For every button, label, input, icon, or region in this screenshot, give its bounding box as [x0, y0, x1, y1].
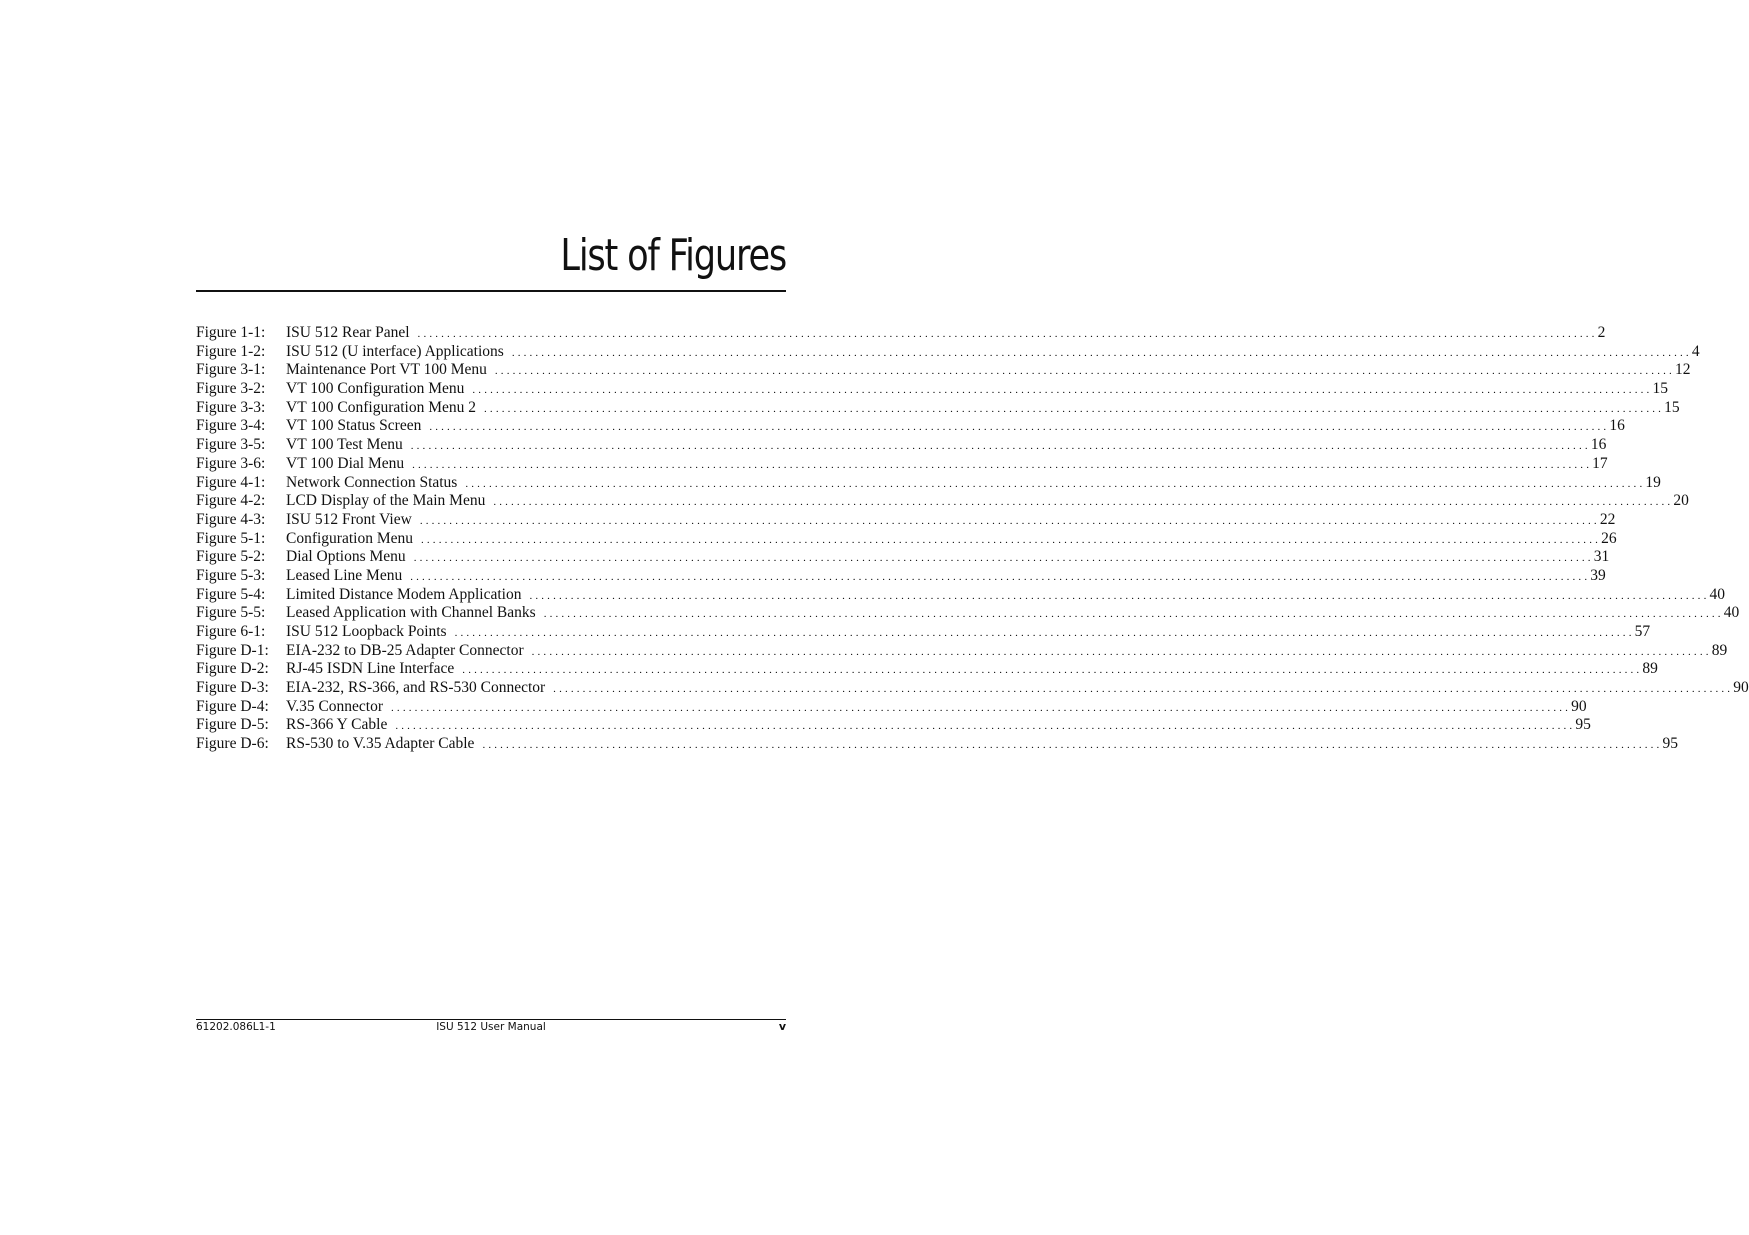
figure-entry: [286, 585, 1726, 606]
dot-leader: . . . . . . . . . . . . . . . . . . . . . . . . . . . . . . . . . . . . . . . . . . . . . . . . . . . . . . . . . . . . . . . . . . . . . . . . . . . . . . . . . . . . . . . . . . . . . . . . . . . . . . . . . . . . . . . . . . . . . . . . . . . . . . . . . . . . . . . . . . . . . . . . . . . . . . . . . . . . . . . . . . . . . . . . . . . . . . . . . . . . . . . . . . . . . . . . . . . . . . . .: [511, 346, 1689, 359]
figure-number: Figure 3-1:: [196, 361, 266, 379]
figure-number: Figure 5-1:: [196, 529, 266, 547]
figure-number: Figure D-4:: [196, 697, 269, 715]
figure-list-item[interactable]: [196, 324, 1606, 343]
figure-entry: [286, 697, 1587, 718]
figure-title: Leased Line Menu: [286, 566, 403, 584]
dot-leader: . . . . . . . . . . . . . . . . . . . . . . . . . . . . . . . . . . . . . . . . . . . . . . . . . . . . . . . . . . . . . . . . . . . . . . . . . . . . . . . . . . . . . . . . . . . . . . . . . . . . . . . . . . . . . . . . . . . . . . . . . . . . . . . . . . . . . . . . . . . . . . . . . . . . . . . . . . . . . . . . . . . . . . . . . . . . . . . . . . . . . . . . . . . . . . . . . . . . . . . .: [421, 533, 1599, 546]
figure-page-number: 17: [1592, 454, 1608, 472]
dot-leader: . . . . . . . . . . . . . . . . . . . . . . . . . . . . . . . . . . . . . . . . . . . . . . . . . . . . . . . . . . . . . . . . . . . . . . . . . . . . . . . . . . . . . . . . . . . . . . . . . . . . . . . . . . . . . . . . . . . . . . . . . . . . . . . . . . . . . . . . . . . . . . . . . . . . . . . . . . . . . . . . . . . . . . . . . . . . . . . . . . . . . . . . . . . . . . . . . . . . . . . .: [531, 645, 1709, 658]
figure-number: Figure 3-2:: [196, 380, 266, 398]
figure-title: RS-530 to V.35 Adapter Cable: [286, 735, 475, 753]
figure-list-item[interactable]: [196, 604, 1740, 623]
figure-title: Maintenance Port VT 100 Menu: [286, 361, 487, 379]
figure-title: ISU 512 Loopback Points: [286, 623, 447, 640]
dot-leader: . . . . . . . . . . . . . . . . . . . . . . . . . . . . . . . . . . . . . . . . . . . . . . . . . . . . . . . . . . . . . . . . . . . . . . . . . . . . . . . . . . . . . . . . . . . . . . . . . . . . . . . . . . . . . . . . . . . . . . . . . . . . . . . . . . . . . . . . . . . . . . . . . . . . . . . . . . . . . . . . . . . . . . . . . . . . . . . . . . . . . . . . . . . . . . . . . . . . . . . .: [472, 384, 1650, 397]
figure-list-item[interactable]: [196, 342, 1700, 362]
figure-entry: [286, 604, 1740, 624]
figure-list-item[interactable]: [196, 735, 1678, 754]
figure-list-item[interactable]: [196, 492, 1689, 511]
dot-leader: . . . . . . . . . . . . . . . . . . . . . . . . . . . . . . . . . . . . . . . . . . . . . . . . . . . . . . . . . . . . . . . . . . . . . . . . . . . . . . . . . . . . . . . . . . . . . . . . . . . . . . . . . . . . . . . . . . . . . . . . . . . . . . . . . . . . . . . . . . . . . . . . . . . . . . . . . . . . . . . . . . . . . . . . . . . . . . . . . . . . . . . . . . . . . . . . . . . . . . . .: [494, 365, 1672, 378]
figure-entry: [286, 380, 1668, 400]
figure-entry: [286, 735, 1678, 755]
figure-title: RS-366 Y Cable: [286, 716, 388, 734]
figure-page-number: 90: [1571, 697, 1587, 715]
figure-number: Figure 6-1:: [196, 623, 266, 640]
figure-list-item[interactable]: [196, 436, 1607, 455]
dot-leader: . . . . . . . . . . . . . . . . . . . . . . . . . . . . . . . . . . . . . . . . . . . . . . . . . . . . . . . . . . . . . . . . . . . . . . . . . . . . . . . . . . . . . . . . . . . . . . . . . . . . . . . . . . . . . . . . . . . . . . . . . . . . . . . . . . . . . . . . . . . . . . . . . . . . . . . . . . . . . . . . . . . . . . . . . . . . . . . . . . . . . . . . . . . . . . . . . . . . . . . .: [454, 627, 1632, 639]
figure-entry: [286, 679, 1749, 699]
figure-list-item[interactable]: [196, 417, 1625, 436]
figure-entry: [286, 454, 1608, 475]
figure-title: EIA-232, RS-366, and RS-530 Connector: [286, 679, 546, 697]
figure-entry: [286, 716, 1591, 736]
figure-page-number: 26: [1601, 529, 1617, 547]
figure-entry: [286, 548, 1610, 568]
title-divider: [196, 290, 786, 292]
dot-leader: . . . . . . . . . . . . . . . . . . . . . . . . . . . . . . . . . . . . . . . . . . . . . . . . . . . . . . . . . . . . . . . . . . . . . . . . . . . . . . . . . . . . . . . . . . . . . . . . . . . . . . . . . . . . . . . . . . . . . . . . . . . . . . . . . . . . . . . . . . . . . . . . . . . . . . . . . . . . . . . . . . . . . . . . . . . . . . . . . . . . . . . . . . . . . . . . . . . . . . . .: [529, 589, 1707, 602]
figure-list-item[interactable]: [196, 660, 1658, 679]
figure-number: Figure D-1:: [196, 641, 269, 659]
figure-list-item[interactable]: [196, 697, 1587, 717]
figure-title: RJ-45 ISDN Line Interface: [286, 660, 455, 678]
figure-page-number: 12: [1674, 361, 1691, 379]
figure-page-number: 15: [1652, 380, 1668, 398]
figure-title: VT 100 Status Screen: [286, 417, 422, 435]
figure-number: Figure D-5:: [196, 716, 269, 734]
figure-entry: [286, 660, 1658, 680]
figure-title: VT 100 Configuration Menu 2: [286, 398, 477, 416]
figure-title: ISU 512 Front View: [286, 510, 412, 528]
figure-list-item[interactable]: [196, 510, 1616, 530]
figure-page-number: 57: [1634, 623, 1651, 640]
figure-entry: [286, 324, 1606, 344]
figure-list-item[interactable]: [196, 623, 1651, 642]
dot-leader: . . . . . . . . . . . . . . . . . . . . . . . . . . . . . . . . . . . . . . . . . . . . . . . . . . . . . . . . . . . . . . . . . . . . . . . . . . . . . . . . . . . . . . . . . . . . . . . . . . . . . . . . . . . . . . . . . . . . . . . . . . . . . . . . . . . . . . . . . . . . . . . . . . . . . . . . . . . . . . . . . . . . . . . . . . . . . . . . . . . . . . . . . . . . . . . . . . . . . . . .: [465, 477, 1643, 490]
dot-leader: . . . . . . . . . . . . . . . . . . . . . . . . . . . . . . . . . . . . . . . . . . . . . . . . . . . . . . . . . . . . . . . . . . . . . . . . . . . . . . . . . . . . . . . . . . . . . . . . . . . . . . . . . . . . . . . . . . . . . . . . . . . . . . . . . . . . . . . . . . . . . . . . . . . . . . . . . . . . . . . . . . . . . . . . . . . . . . . . . . . . . . . . . . . . . . . . . . . . . . . .: [419, 514, 1597, 527]
figure-list-item[interactable]: [196, 548, 1610, 567]
figure-page-number: 89: [1711, 641, 1728, 659]
figure-page-number: 40: [1723, 604, 1740, 622]
figure-page-number: 16: [1590, 436, 1607, 454]
figure-title: Configuration Menu: [286, 529, 413, 547]
figure-number: Figure D-2:: [196, 660, 269, 678]
dot-leader: . . . . . . . . . . . . . . . . . . . . . . . . . . . . . . . . . . . . . . . . . . . . . . . . . . . . . . . . . . . . . . . . . . . . . . . . . . . . . . . . . . . . . . . . . . . . . . . . . . . . . . . . . . . . . . . . . . . . . . . . . . . . . . . . . . . . . . . . . . . . . . . . . . . . . . . . . . . . . . . . . . . . . . . . . . . . . . . . . . . . . . . . . . . . . . . . . . . . . . . .: [413, 552, 1591, 565]
dot-leader: . . . . . . . . . . . . . . . . . . . . . . . . . . . . . . . . . . . . . . . . . . . . . . . . . . . . . . . . . . . . . . . . . . . . . . . . . . . . . . . . . . . . . . . . . . . . . . . . . . . . . . . . . . . . . . . . . . . . . . . . . . . . . . . . . . . . . . . . . . . . . . . . . . . . . . . . . . . . . . . . . . . . . . . . . . . . . . . . . . . . . . . . . . . . . . . . . . . . . . . .: [429, 421, 1607, 434]
figure-title: Network Connection Status: [286, 473, 458, 491]
figure-number: Figure 5-4:: [196, 585, 266, 603]
figure-title: VT 100 Test Menu: [286, 436, 403, 454]
figure-list-item[interactable]: [196, 641, 1728, 661]
figure-entry: [286, 342, 1700, 363]
dot-leader: . . . . . . . . . . . . . . . . . . . . . . . . . . . . . . . . . . . . . . . . . . . . . . . . . . . . . . . . . . . . . . . . . . . . . . . . . . . . . . . . . . . . . . . . . . . . . . . . . . . . . . . . . . . . . . . . . . . . . . . . . . . . . . . . . . . . . . . . . . . . . . . . . . . . . . . . . . . . . . . . . . . . . . . . . . . . . . . . . . . . . . . . . . . . . . . . . . . . . . . .: [493, 496, 1671, 509]
figure-entry: [286, 417, 1625, 437]
figure-entry: [286, 566, 1606, 587]
figure-list-item[interactable]: [196, 716, 1591, 735]
footer-manual-title: ISU 512 User Manual: [436, 1021, 546, 1033]
figure-entry: [286, 398, 1680, 419]
figure-number: Figure 3-6:: [196, 454, 266, 472]
figure-list-item[interactable]: [196, 679, 1749, 698]
figure-page-number: 22: [1599, 510, 1616, 528]
figure-title: ISU 512 (U interface) Applications: [286, 342, 504, 360]
figure-title: V.35 Connector: [286, 697, 384, 715]
page-title: List of Figures: [560, 230, 786, 281]
figure-page-number: 2: [1597, 324, 1606, 341]
figure-entry: [286, 510, 1616, 531]
figure-title: ISU 512 Rear Panel: [286, 324, 410, 341]
figure-number: Figure D-3:: [196, 679, 269, 697]
figure-list-item[interactable]: [196, 398, 1680, 418]
dot-leader: . . . . . . . . . . . . . . . . . . . . . . . . . . . . . . . . . . . . . . . . . . . . . . . . . . . . . . . . . . . . . . . . . . . . . . . . . . . . . . . . . . . . . . . . . . . . . . . . . . . . . . . . . . . . . . . . . . . . . . . . . . . . . . . . . . . . . . . . . . . . . . . . . . . . . . . . . . . . . . . . . . . . . . . . . . . . . . . . . . . . . . . . . . . . . . . . . . . . . . . .: [482, 739, 1660, 752]
figure-page-number: 19: [1645, 473, 1661, 491]
figure-list-item[interactable]: [196, 585, 1726, 605]
figure-list-item[interactable]: [196, 361, 1691, 380]
figure-list: [196, 324, 1749, 754]
figure-number: Figure 3-3:: [196, 398, 266, 416]
figure-title: LCD Display of the Main Menu: [286, 492, 486, 510]
dot-leader: . . . . . . . . . . . . . . . . . . . . . . . . . . . . . . . . . . . . . . . . . . . . . . . . . . . . . . . . . . . . . . . . . . . . . . . . . . . . . . . . . . . . . . . . . . . . . . . . . . . . . . . . . . . . . . . . . . . . . . . . . . . . . . . . . . . . . . . . . . . . . . . . . . . . . . . . . . . . . . . . . . . . . . . . . . . . . . . . . . . . . . . . . . . . . . . . . . . . . . . .: [543, 608, 1721, 621]
figure-page-number: 16: [1609, 417, 1625, 435]
figure-number: Figure 4-3:: [196, 510, 266, 528]
figure-entry: [286, 641, 1728, 662]
dot-leader: . . . . . . . . . . . . . . . . . . . . . . . . . . . . . . . . . . . . . . . . . . . . . . . . . . . . . . . . . . . . . . . . . . . . . . . . . . . . . . . . . . . . . . . . . . . . . . . . . . . . . . . . . . . . . . . . . . . . . . . . . . . . . . . . . . . . . . . . . . . . . . . . . . . . . . . . . . . . . . . . . . . . . . . . . . . . . . . . . . . . . . . . . . . . . . . . . . . . . . . .: [395, 720, 1573, 733]
figure-number: Figure 5-2:: [196, 548, 266, 566]
figure-title: VT 100 Dial Menu: [286, 454, 405, 472]
figure-list-item[interactable]: [196, 566, 1606, 586]
figure-page-number: 89: [1642, 660, 1658, 678]
figure-page-number: 90: [1733, 679, 1749, 697]
figure-number: Figure 4-1:: [196, 473, 266, 491]
figure-number: Figure D-6:: [196, 735, 269, 753]
figure-entry: [286, 529, 1617, 550]
page-footer: [196, 1020, 786, 1034]
figure-title: Leased Application with Channel Banks: [286, 604, 536, 622]
figure-title: EIA-232 to DB-25 Adapter Connector: [286, 641, 524, 659]
figure-number: Figure 4-2:: [196, 492, 266, 510]
figure-list-item[interactable]: [196, 473, 1661, 493]
figure-title: VT 100 Configuration Menu: [286, 380, 465, 398]
dot-leader: . . . . . . . . . . . . . . . . . . . . . . . . . . . . . . . . . . . . . . . . . . . . . . . . . . . . . . . . . . . . . . . . . . . . . . . . . . . . . . . . . . . . . . . . . . . . . . . . . . . . . . . . . . . . . . . . . . . . . . . . . . . . . . . . . . . . . . . . . . . . . . . . . . . . . . . . . . . . . . . . . . . . . . . . . . . . . . . . . . . . . . . . . . . . . . . . . . . . . . . .: [412, 458, 1590, 471]
figure-list-item[interactable]: [196, 454, 1608, 474]
figure-number: Figure 1-1:: [196, 324, 266, 341]
figure-number: Figure 3-4:: [196, 417, 266, 435]
figure-page-number: 95: [1575, 716, 1591, 734]
figure-entry: [286, 623, 1651, 643]
figure-list-item[interactable]: [196, 380, 1668, 399]
footer-doc-number: 61202.086L1-1: [196, 1021, 276, 1033]
figure-list-item[interactable]: [196, 529, 1617, 549]
figure-entry: [286, 361, 1691, 381]
dot-leader: . . . . . . . . . . . . . . . . . . . . . . . . . . . . . . . . . . . . . . . . . . . . . . . . . . . . . . . . . . . . . . . . . . . . . . . . . . . . . . . . . . . . . . . . . . . . . . . . . . . . . . . . . . . . . . . . . . . . . . . . . . . . . . . . . . . . . . . . . . . . . . . . . . . . . . . . . . . . . . . . . . . . . . . . . . . . . . . . . . . . . . . . . . . . . . . . . . . . . . . .: [410, 570, 1588, 583]
figure-page-number: 4: [1691, 342, 1700, 360]
figure-entry: [286, 492, 1689, 512]
figure-number: Figure 3-5:: [196, 436, 266, 454]
dot-leader: . . . . . . . . . . . . . . . . . . . . . . . . . . . . . . . . . . . . . . . . . . . . . . . . . . . . . . . . . . . . . . . . . . . . . . . . . . . . . . . . . . . . . . . . . . . . . . . . . . . . . . . . . . . . . . . . . . . . . . . . . . . . . . . . . . . . . . . . . . . . . . . . . . . . . . . . . . . . . . . . . . . . . . . . . . . . . . . . . . . . . . . . . . . . . . . . . . . . . . . .: [553, 683, 1731, 696]
dot-leader: . . . . . . . . . . . . . . . . . . . . . . . . . . . . . . . . . . . . . . . . . . . . . . . . . . . . . . . . . . . . . . . . . . . . . . . . . . . . . . . . . . . . . . . . . . . . . . . . . . . . . . . . . . . . . . . . . . . . . . . . . . . . . . . . . . . . . . . . . . . . . . . . . . . . . . . . . . . . . . . . . . . . . . . . . . . . . . . . . . . . . . . . . . . . . . . . . . . . . . . .: [417, 328, 1595, 340]
figure-page-number: 31: [1593, 548, 1610, 566]
figure-page-number: 40: [1709, 585, 1726, 603]
dot-leader: . . . . . . . . . . . . . . . . . . . . . . . . . . . . . . . . . . . . . . . . . . . . . . . . . . . . . . . . . . . . . . . . . . . . . . . . . . . . . . . . . . . . . . . . . . . . . . . . . . . . . . . . . . . . . . . . . . . . . . . . . . . . . . . . . . . . . . . . . . . . . . . . . . . . . . . . . . . . . . . . . . . . . . . . . . . . . . . . . . . . . . . . . . . . . . . . . . . . . . . .: [391, 701, 1569, 714]
figure-title: Dial Options Menu: [286, 548, 406, 566]
dot-leader: . . . . . . . . . . . . . . . . . . . . . . . . . . . . . . . . . . . . . . . . . . . . . . . . . . . . . . . . . . . . . . . . . . . . . . . . . . . . . . . . . . . . . . . . . . . . . . . . . . . . . . . . . . . . . . . . . . . . . . . . . . . . . . . . . . . . . . . . . . . . . . . . . . . . . . . . . . . . . . . . . . . . . . . . . . . . . . . . . . . . . . . . . . . . . . . . . . . . . . . .: [484, 402, 1662, 415]
dot-leader: . . . . . . . . . . . . . . . . . . . . . . . . . . . . . . . . . . . . . . . . . . . . . . . . . . . . . . . . . . . . . . . . . . . . . . . . . . . . . . . . . . . . . . . . . . . . . . . . . . . . . . . . . . . . . . . . . . . . . . . . . . . . . . . . . . . . . . . . . . . . . . . . . . . . . . . . . . . . . . . . . . . . . . . . . . . . . . . . . . . . . . . . . . . . . . . . . . . . . . . .: [462, 664, 1640, 677]
figure-entry: [286, 436, 1607, 456]
figure-page-number: 39: [1590, 566, 1606, 584]
dot-leader: . . . . . . . . . . . . . . . . . . . . . . . . . . . . . . . . . . . . . . . . . . . . . . . . . . . . . . . . . . . . . . . . . . . . . . . . . . . . . . . . . . . . . . . . . . . . . . . . . . . . . . . . . . . . . . . . . . . . . . . . . . . . . . . . . . . . . . . . . . . . . . . . . . . . . . . . . . . . . . . . . . . . . . . . . . . . . . . . . . . . . . . . . . . . . . . . . . . . . . . .: [410, 440, 1588, 453]
figure-title: Limited Distance Modem Application: [286, 585, 522, 603]
figure-page-number: 15: [1664, 398, 1680, 416]
figure-entry: [286, 473, 1661, 494]
figure-number: Figure 1-2:: [196, 342, 266, 360]
figure-page-number: 95: [1662, 735, 1678, 753]
footer-page-number: v: [778, 1020, 786, 1033]
figure-page-number: 20: [1673, 492, 1689, 510]
figure-number: Figure 5-3:: [196, 566, 266, 584]
figure-number: Figure 5-5:: [196, 604, 266, 622]
